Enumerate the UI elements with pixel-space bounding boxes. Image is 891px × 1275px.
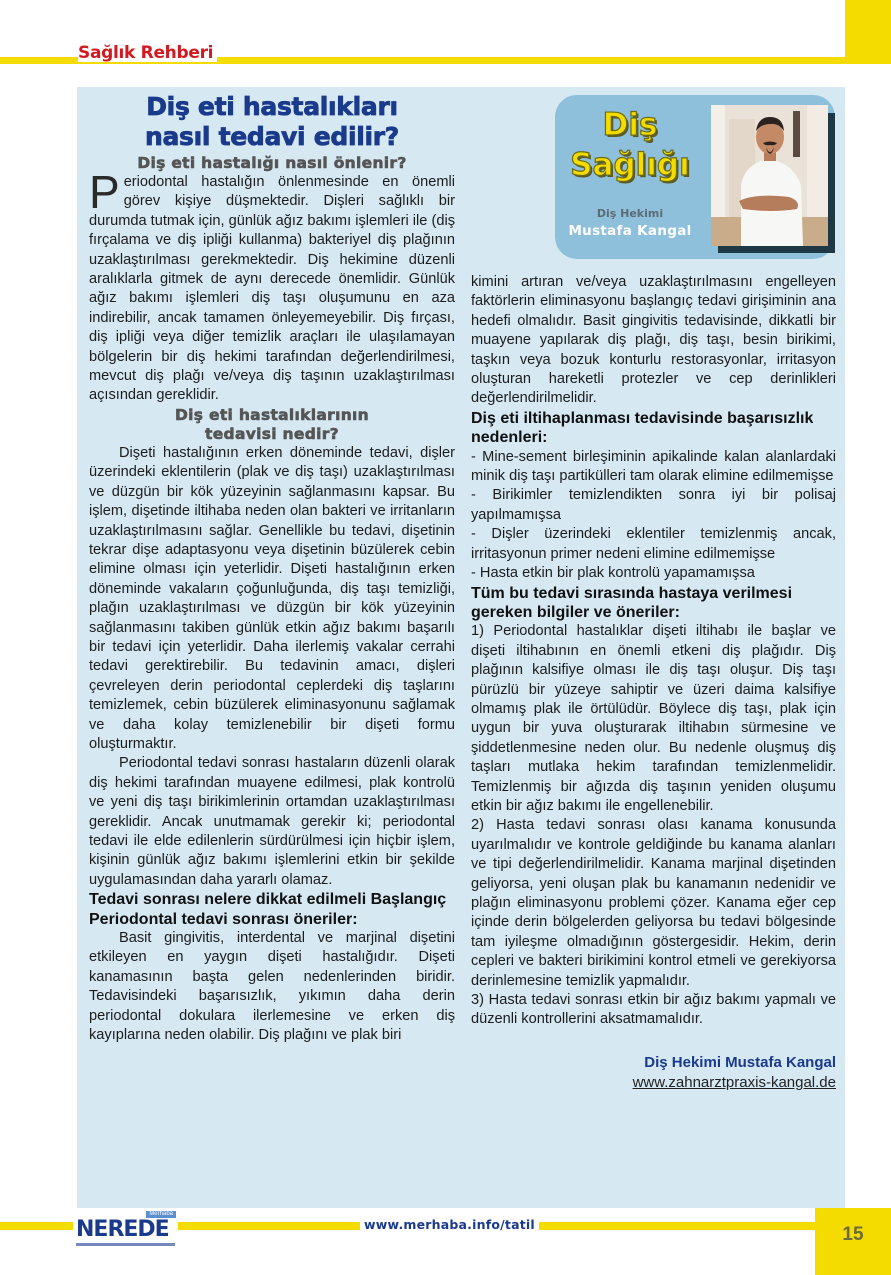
page-number: 15 bbox=[842, 1224, 864, 1245]
author-signature bbox=[471, 1053, 836, 1093]
treatment-heading-line2: tedavisi nedir? bbox=[205, 424, 339, 443]
failure-reason-item: - Birikimler temizlendikten sonra iyi bir polisaj yapılmamışsa bbox=[471, 487, 836, 523]
left-column bbox=[89, 92, 455, 1045]
author-website-link[interactable]: www.zahnarztpraxis-kangal.de bbox=[632, 1073, 836, 1091]
treatment-paragraph-2: Periodontal tedavi sonrası hastaların düzenli olarak diş hekimi tarafından muayene edilmesi, plak kontrolü ve yeni diş taşı birikimlerinin ortamdan uzaklaştırılması gereklidir. Ancak unutmamak gerekir ki; periodontal tedavi ile elde edilenlerin sürdürülmesi için hiçbir işlem, kişinin günlük ağız bakımı işlemlerini etkin bir şekilde uygulamasından daha yararlı olamaz. bbox=[89, 755, 455, 888]
logo-strip bbox=[76, 1243, 175, 1246]
column-banner bbox=[555, 95, 835, 259]
failure-reason-item: - Hasta etkin bir plak kontrolü yapamamışsa bbox=[471, 565, 755, 582]
section-heading-treatment bbox=[89, 406, 455, 444]
drop-cap: P bbox=[89, 173, 120, 218]
aftercare-paragraph-part2: kimini artıran ve/veya uzaklaştırılmasını engelleyen faktörlerin eliminasyonu başlangıç tedavi girişiminin ana hedefi olmalıdır. Basit gingivitis tedavisinde, dikkatli bir muayene yapılarak diş plağı, diş taşı, besin birikimi, taşkın veya bozuk konturlu restorasyonlar, irritasyon oluşturan hareketli protezler ve cep derinlikleri değerlendirilmelidir. bbox=[471, 274, 836, 407]
logo-badge: Merhaba bbox=[146, 1211, 176, 1218]
nerede-logo bbox=[73, 1211, 178, 1247]
treatment-heading-line1: Diş eti hastalıklarının bbox=[175, 405, 369, 424]
prevention-paragraph bbox=[89, 173, 455, 406]
failure-reason-item: - Dişler üzerindeki eklentiler temizlenmiş ancak, irritasyonun primer nedeni elimine edilmemişse bbox=[471, 526, 836, 562]
aftercare-paragraph-part1: Basit gingivitis, interdental ve marjinal dişetini etkileyen en yaygın dişeti hastalığıdır. Dişeti kanamasının başta gelen nedenlerinden biridir. Tedavisindeki başarısızlık, yıkımın daha derin periodontal dokulara ilerlemesine ve erken diş kayıplarına neden olabilir. Diş plağını ve plak biri bbox=[89, 930, 455, 1044]
author-name: Diş Hekimi Mustafa Kangal bbox=[644, 1053, 836, 1071]
section-heading-aftercare: Tedavi sonrası nelere dikkat edilmeli Başlangıç Periodontal tedavi sonrası öneriler: bbox=[89, 891, 447, 928]
section-heading-failure-reasons: Diş eti iltihaplanması tedavisinde başarısızlık nedenleri: bbox=[471, 409, 814, 447]
right-column bbox=[471, 273, 836, 1093]
recommendation-item: 1) Periodontal hastalıklar dişeti iltihabı ile başlar ve dişeti iltihabının en önemli etkeni diş plağıdır. Diş plağının kalsifiye olması ile diş taşı oluşur. Diş taşı pürüzlü bir yüzeye sahiptir ve üzeri daima kalsifiye olmamış plak ile örtülüdür. Böylece diş taşı, plak için uygun bir yuva oluşturarak iltihabın sürmesine ve şiddetlenmesine neden olur. Bu nedenle oluşmuş diş taşları mutlaka hekim tarafından temizlenmelidir. Temizlenmiş bir ağızda diş taşının yeniden oluşumu etkin bir ağız bakımı ile engellenebilir. bbox=[471, 623, 836, 814]
author-portrait-illustration bbox=[711, 105, 828, 246]
article-title bbox=[89, 92, 455, 152]
section-heading-recommendations: Tüm bu tedavi sırasında hastaya verilmesi gereken bilgiler ve öneriler: bbox=[471, 584, 793, 621]
section-title: Sağlık Rehberi bbox=[78, 44, 217, 62]
article-title-line1: Diş eti hastalıkları bbox=[146, 92, 398, 121]
author-photo bbox=[711, 105, 828, 246]
top-corner-block bbox=[845, 0, 891, 64]
banner-author-role: Diş Hekimi bbox=[596, 207, 664, 220]
failure-reason-item: - Mine-sement birleşiminin apikalinde kalan alanlardaki minik diş taşı partikülleri tam olarak elimine edilmemişse bbox=[471, 448, 836, 485]
prevention-text: eriodontal hastalığın önlenmesinde en önemli görev kişiye düşmektedir. Dişleri sağlıklı bir durumda tutmak için, günlük ağız bakımı işlemleri ile (diş fırçalama ve diş ipliği kullanma) bakteriyel diş plağının uzaklaştırılması gerekmektedir. Diş hekimine düzenli aralıklarla gitmek de aynı derecede önemlidir. Günlük ağız bakımı işlemleri diş taşı oluşumunu en aza indirebilir, ancak tamamen önleyemeyebilir. Diş fırçası, diş ipliği veya diğer temizlik araçları ile ulaşılamayan bölgelerin bir diş hekimi tarafından değerlendirilmesi, mevcut diş plağı ve/veya diş taşının uzaklaştırılması açısından gereklidir. bbox=[89, 174, 455, 404]
recommendation-item: 2) Hasta tedavi sonrası olası kanama konusunda uyarılmalıdır ve kontrole geldiğinde bu kanama alanları ve tipi değerlendirilmelidir. Kanama marjinal dişetinden geliyorsa, yeni oluşan plak bu kanamanın nedenidir ve plağın eliminasyonu problemi çözer. Kanama eğer cep içinde derin bölgelerden geliyorsa bu tedavi bölgesinde tam iyileşme olmadığının göstergesidir. Hekim, derin cepleri ve bakteri birikimini kontrol etmeli ve gerekiyorsa derinlemesine temizlik yapmalıdır. bbox=[471, 817, 836, 989]
banner-title-line2: Sağlığı bbox=[570, 147, 690, 183]
logo-wordmark: NEREDE bbox=[76, 1217, 169, 1242]
footer-website-link[interactable]: www.merhaba.info/tatil bbox=[360, 1217, 539, 1233]
section-heading-prevention: Diş eti hastalığı nasıl önlenir? bbox=[137, 154, 407, 172]
banner-author-name: Mustafa Kangal bbox=[568, 223, 692, 239]
treatment-paragraph-1: Dişeti hastalığının erken döneminde tedavi, dişler üzerindeki eklentilerin (plak ve diş taşı) uzaklaştırılması ve düzgün bir kök yüzeyinin sağlanmasını kapsar. Bu işlem, dişetinde iltihaba neden olan bakteri ve irritanların uzaklaştırılmasını sağlar. Genellikle bu tedavi, dişetinin tekrar dişe adaptasyonu veya dişetinin büzülerek cebin elimine olması için yeterlidir. Dişeti hastalığının erken döneminde vakaların çoğunluğunda, diş taşı temizliği, plağın uzaklaştırılması ve düzgün bir kök yüzeyinin sağlanmasını takiben günlük etkin ağız bakımı başarılı bir tedavi için yeterlidir. Daha ilerlemiş vakalar cerrahi tedavi gerektirebilir. Bu tedavinin amacı, dişleri çevreleyen derin periodontal ceplerdeki diş taşlarını temizlemek, cebin büzülerek eliminasyonunu sağlamak ve daha kolay temizlenebilir bir dişeti formu oluşturmaktır. bbox=[89, 444, 455, 752]
banner-title-line1: Diş bbox=[602, 107, 658, 143]
recommendation-item: 3) Hasta tedavi sonrası etkin bir ağız bakımı yapmalı ve düzenli kontrollerini aksatmamalıdır. bbox=[471, 992, 836, 1028]
article-title-line2: nasıl tedavi edilir? bbox=[144, 122, 400, 151]
